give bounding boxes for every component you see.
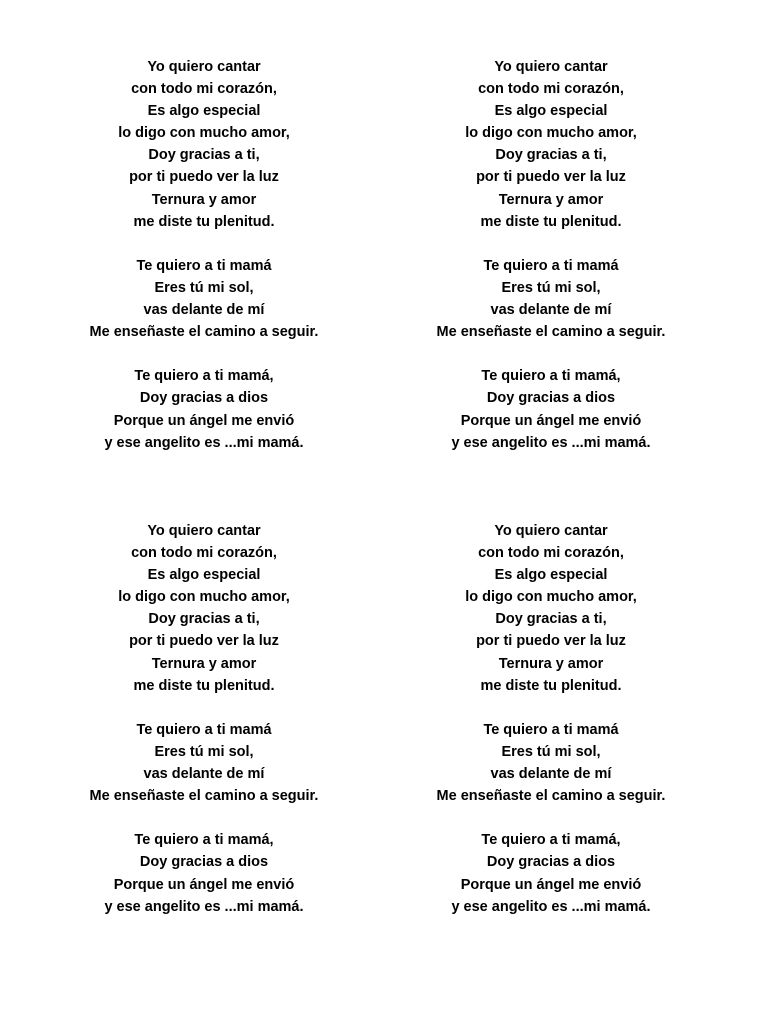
poem-line: me diste tu plenitud.	[133, 213, 275, 230]
poem-line: Doy gracias a ti,	[495, 147, 607, 164]
poem-line: me diste tu plenitud.	[480, 213, 622, 230]
poem-line: Doy gracias a dios	[139, 854, 269, 871]
poem-line: Porque un ángel me envió	[113, 412, 295, 429]
poem-line: Me enseñaste el camino a seguir.	[436, 788, 666, 805]
stanza-3	[381, 829, 721, 917]
poem-line: me diste tu plenitud.	[480, 677, 622, 694]
stanza-3	[34, 829, 374, 917]
poem-line: Doy gracias a dios	[486, 390, 616, 407]
poem-line: por ti puedo ver la luz	[476, 633, 626, 650]
poem-top-right	[381, 56, 721, 454]
poem-line: lo digo con mucho amor,	[465, 589, 637, 606]
poem-line: Te quiero a ti mamá	[483, 721, 619, 738]
poem-line: Eres tú mi sol,	[154, 279, 254, 296]
stanza-2	[34, 719, 374, 807]
poem-line: Te quiero a ti mamá,	[134, 832, 274, 849]
poem-line: Eres tú mi sol,	[154, 743, 254, 760]
stanza-2	[34, 255, 374, 343]
poem-line: por ti puedo ver la luz	[129, 633, 279, 650]
poem-line: Yo quiero cantar	[494, 59, 608, 75]
poem-line: con todo mi corazón,	[478, 545, 624, 562]
stanza-1	[34, 56, 374, 233]
poem-line: Me enseñaste el camino a seguir.	[89, 788, 319, 805]
poem-line: me diste tu plenitud.	[133, 677, 275, 694]
poem-line: Doy gracias a dios	[139, 390, 269, 407]
poem-line: Doy gracias a dios	[486, 854, 616, 871]
poem-line: Te quiero a ti mamá	[483, 257, 619, 274]
stanza-3	[381, 365, 721, 453]
stanza-3	[34, 365, 374, 453]
poem-line: por ti puedo ver la luz	[129, 169, 279, 186]
poem-line: Es algo especial	[147, 103, 261, 120]
stanza-2	[381, 719, 721, 807]
stanza-1	[34, 520, 374, 697]
poem-line: y ese angelito es ...mi mamá.	[104, 434, 304, 451]
poem-line: Te quiero a ti mamá	[136, 257, 272, 274]
poem-line: por ti puedo ver la luz	[476, 169, 626, 186]
poem-line: y ese angelito es ...mi mamá.	[451, 434, 651, 451]
poem-line: con todo mi corazón,	[131, 545, 277, 562]
poem-line: Es algo especial	[147, 567, 261, 584]
poem-line: con todo mi corazón,	[131, 81, 277, 98]
poem-line: vas delante de mí	[143, 302, 265, 319]
poem-line: vas delante de mí	[490, 766, 612, 783]
poem-bottom-right	[381, 520, 721, 918]
poem-line: Eres tú mi sol,	[501, 279, 601, 296]
poem-line: Yo quiero cantar	[147, 59, 261, 75]
poem-line: vas delante de mí	[143, 766, 265, 783]
poem-line: Te quiero a ti mamá,	[134, 368, 274, 385]
poem-line: Ternura y amor	[498, 191, 604, 208]
poem-line: Yo quiero cantar	[147, 523, 261, 539]
poem-line: Ternura y amor	[151, 191, 257, 208]
stanza-1	[381, 520, 721, 697]
poem-line: Me enseñaste el camino a seguir.	[89, 324, 319, 341]
poem-line: lo digo con mucho amor,	[118, 125, 290, 142]
poem-line: Te quiero a ti mamá	[136, 721, 272, 738]
poem-line: Eres tú mi sol,	[501, 743, 601, 760]
poem-line: y ese angelito es ...mi mamá.	[451, 898, 651, 915]
poem-top-left	[34, 56, 374, 454]
poem-line: Te quiero a ti mamá,	[481, 368, 621, 385]
poem-line: con todo mi corazón,	[478, 81, 624, 98]
poem-line: Doy gracias a ti,	[148, 611, 260, 628]
poem-line: Yo quiero cantar	[494, 523, 608, 539]
poem-line: lo digo con mucho amor,	[118, 589, 290, 606]
poem-line: lo digo con mucho amor,	[465, 125, 637, 142]
poem-bottom-left	[34, 520, 374, 918]
stanza-2	[381, 255, 721, 343]
poem-line: Porque un ángel me envió	[113, 876, 295, 893]
poem-line: Porque un ángel me envió	[460, 412, 642, 429]
poem-line: Doy gracias a ti,	[148, 147, 260, 164]
poem-line: Porque un ángel me envió	[460, 876, 642, 893]
poem-line: Me enseñaste el camino a seguir.	[436, 324, 666, 341]
poem-line: Ternura y amor	[498, 655, 604, 672]
poem-line: Te quiero a ti mamá,	[481, 832, 621, 849]
poem-line: Ternura y amor	[151, 655, 257, 672]
poem-line: y ese angelito es ...mi mamá.	[104, 898, 304, 915]
poem-line: vas delante de mí	[490, 302, 612, 319]
poem-line: Doy gracias a ti,	[495, 611, 607, 628]
stanza-1	[381, 56, 721, 233]
poem-line: Es algo especial	[494, 103, 608, 120]
poem-line: Es algo especial	[494, 567, 608, 584]
